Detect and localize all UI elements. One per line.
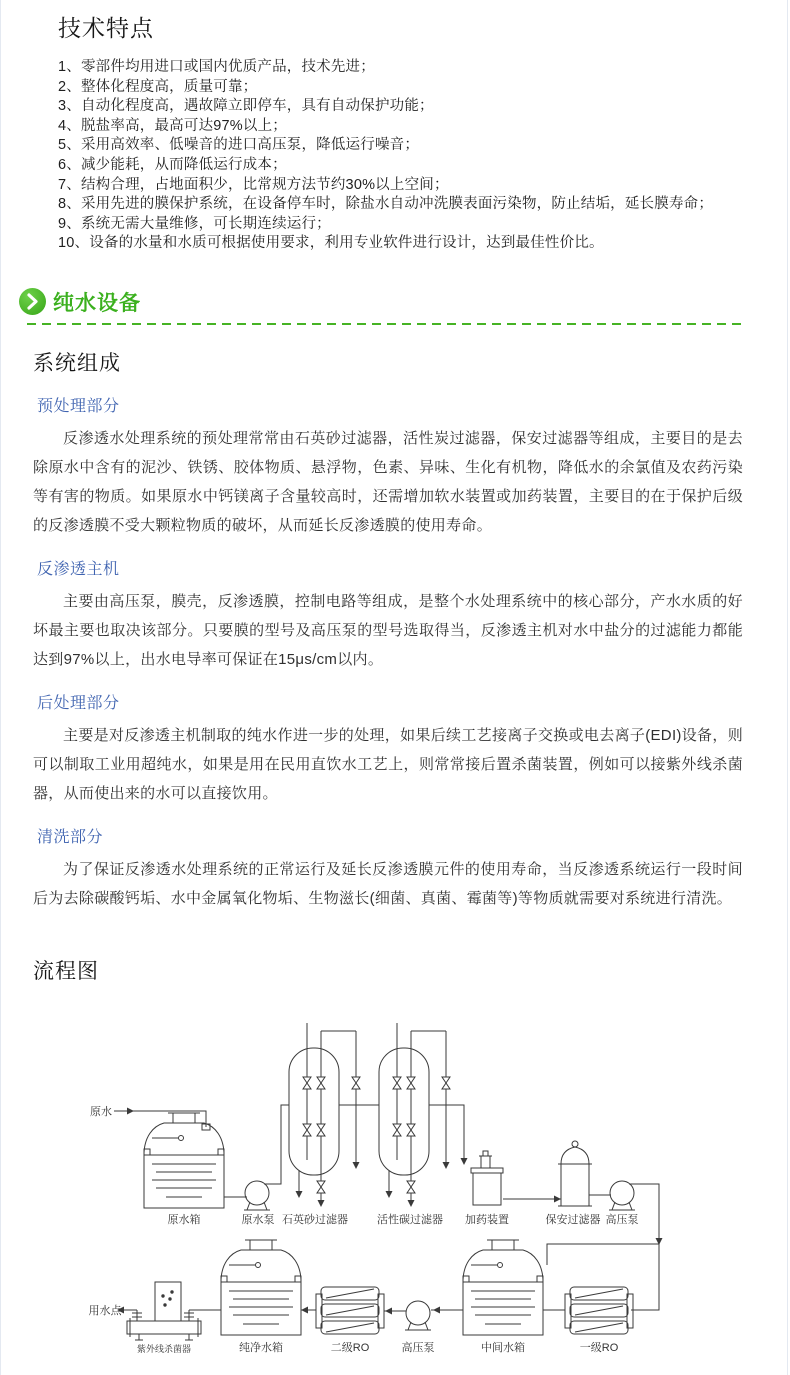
ro-stage1-membranes: [565, 1287, 633, 1334]
tech-features-list: [58, 58, 777, 254]
subsection-body-ro-host: 主要由高压泵，膜壳，反渗透膜，控制电路等组成，是整个水处理系统中的核心部分，产水水质的好坏最主要也取决该部分。只要膜的型号及高压泵的型号选取得当，反渗透主机对水中盐分的过滤能力都能达到97%以上，出水电导率可保证在15μs/cm以内。: [33, 592, 743, 668]
pipe-pump-to-sand-filter: [264, 1105, 289, 1184]
pipe-down-to-ro1: [629, 1184, 659, 1310]
label-hp-pump-top: 高压泵: [605, 1213, 639, 1226]
feature-item-4: 4、脱盐率高，最高可达97%以上；: [58, 117, 287, 134]
flow-chart-title: 流程图: [33, 959, 99, 983]
feature-item-9: 9、系统无需大量维修，可长期连续运行；: [58, 215, 331, 232]
feature-item-7: 7、结构合理，占地面积少，比常规方法节约30%以上空间；: [58, 176, 449, 193]
label-raw-water: 原水: [90, 1105, 112, 1118]
intermediate-water-tank: [463, 1240, 543, 1335]
pipe-mid-tank-top: [547, 1244, 659, 1265]
chevron-right-circle-icon: [19, 288, 46, 315]
label-carbon-filter: 活性碳过滤器: [377, 1213, 443, 1226]
label-sand-filter: 石英砂过滤器: [282, 1213, 348, 1226]
label-ro-stage2: 二级RO: [330, 1341, 370, 1354]
high-pressure-pump-bottom: [405, 1301, 431, 1330]
subsection-heading-ro-host: 反渗透主机: [37, 560, 120, 578]
subsection-heading-cleaning: 清洗部分: [37, 828, 104, 846]
pure-water-tank: [221, 1240, 301, 1335]
ro-stage2-membranes: [316, 1287, 384, 1334]
label-mid-tank: 中间水箱: [481, 1341, 525, 1354]
subsection-heading-pretreatment: 预处理部分: [37, 397, 120, 415]
feature-item-8: 8、采用先进的膜保护系统，在设备停车时，除盐水自动冲洗膜表面污染物，防止结垢，延长膜寿命；: [58, 196, 714, 213]
uv-sterilizer: [127, 1282, 201, 1340]
flow-diagram-svg: [61, 1003, 761, 1375]
label-use-point: 用水点: [88, 1304, 122, 1317]
process-flow-diagram: [61, 1003, 787, 1375]
feature-item-2: 2、整体化程度高，质量可靠；: [58, 78, 258, 95]
subsection-body-posttreatment: 主要是对反渗透主机制取的纯水作进一步的处理，如果后续工艺接离子交换或电去离子(EDI)设备，则可以制取工业用超纯水，如果是用在民用直饮水工艺上，则常常接后置杀菌装置，例如可以接紫外线杀菌器，从而使出来的水可以直接饮用。: [33, 726, 743, 802]
raw-water-tank: [144, 1113, 224, 1208]
section-banner-label: 纯水设备: [53, 291, 141, 315]
quartz-sand-filter: [289, 1023, 360, 1207]
section-banner: [19, 287, 743, 325]
tech-features-title: 技术特点: [58, 15, 154, 41]
feature-item-6: 6、减少能耗，从而降低运行成本；: [58, 156, 287, 173]
feature-item-3: 3、自动化程度高，遇故障立即停车，具有自动保护功能；: [58, 98, 434, 115]
system-composition-title: 系统组成: [33, 351, 121, 375]
feature-item-1: 1、零部件均用进口或国内优质产品，技术先进；: [58, 59, 375, 75]
label-raw-tank: 原水箱: [167, 1213, 201, 1226]
feature-item-10: 10、设备的水量和水质可根据使用要求，利用专业软件进行设计，达到最佳性价比。: [58, 235, 604, 252]
security-filter: [558, 1141, 592, 1206]
feature-item-5: 5、采用高效率、低噪音的进口高压泵，降低运行噪音；: [58, 137, 420, 154]
label-dosing-device: 加药装置: [465, 1213, 509, 1226]
activated-carbon-filter: [379, 1023, 450, 1207]
label-security-filter: 保安过滤器: [545, 1213, 601, 1226]
high-pressure-pump-top: [609, 1181, 635, 1210]
subsection-body-cleaning: 为了保证反渗透水处理系统的正常运行及延长反渗透膜元件的使用寿命，当反渗透系统运行一段时间后为去除碳酸钙垢、水中金属氧化物垢、生物滋长(细菌、真菌、霉菌等)等物质就需要对系统进行清洗。: [33, 860, 743, 907]
raw-water-pump: [244, 1181, 270, 1210]
label-uv-sterilizer: 紫外线杀菌器: [136, 1343, 192, 1354]
dosing-device: [471, 1151, 503, 1205]
label-pure-tank: 纯净水箱: [239, 1341, 283, 1354]
subsection-body-pretreatment: 反渗透水处理系统的预处理常常由石英砂过滤器，活性炭过滤器，保安过滤器等组成，主要目的是去除原水中含有的泥沙、铁锈、胶体物质、悬浮物，色素、异味、生化有机物，降低水的余氯值及农药污染等有害的物质。如果原水中钙镁离子含量较高时，还需增加软水装置或加药装置，主要目的在于保护后级的反渗透膜不受大颗粒物质的破坏，从而延长反渗透膜的使用寿命。: [33, 429, 743, 534]
label-raw-pump: 原水泵: [241, 1213, 275, 1226]
label-hp-pump-bottom: 高压泵: [401, 1341, 435, 1354]
subsection-heading-posttreatment: 后处理部分: [37, 694, 120, 712]
label-ro-stage1: 一级RO: [579, 1341, 619, 1354]
